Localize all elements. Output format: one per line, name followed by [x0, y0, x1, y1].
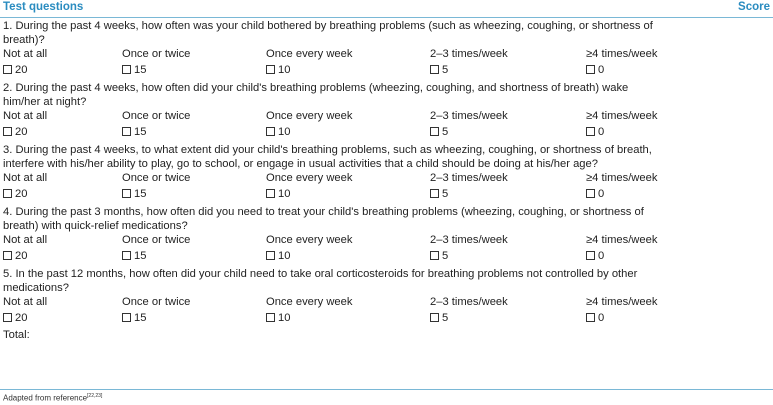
option-score: 15 [134, 126, 147, 138]
footnote-reference: [22,23] [87, 393, 103, 399]
option-checkbox[interactable] [266, 250, 290, 262]
checkbox-icon [266, 313, 275, 322]
option-checkbox[interactable] [586, 126, 604, 138]
option-checkbox[interactable] [430, 188, 448, 200]
option-checkbox[interactable] [3, 126, 27, 138]
option-score: 20 [15, 64, 28, 76]
option-score: 5 [442, 188, 449, 200]
checkbox-icon [3, 251, 12, 260]
option-score: 10 [278, 126, 291, 138]
footnote [3, 393, 102, 403]
checkbox-icon [3, 65, 12, 74]
option-score: 10 [278, 250, 291, 262]
option-label: 2–3 times/week [430, 48, 508, 60]
option-label: Once every week [266, 172, 353, 184]
option-label: ≥4 times/week [586, 48, 658, 60]
option-score: 5 [442, 64, 449, 76]
option-label: Once every week [266, 296, 353, 308]
checkbox-icon [3, 189, 12, 198]
answer-options [0, 47, 773, 80]
option-checkbox[interactable] [266, 64, 290, 76]
option-score: 15 [134, 64, 147, 76]
option-score: 0 [598, 250, 605, 262]
checkbox-icon [122, 127, 131, 136]
checkbox-icon [586, 65, 595, 74]
option-checkbox[interactable] [266, 188, 290, 200]
checkbox-icon [430, 127, 439, 136]
option-score: 5 [442, 250, 449, 262]
answer-options [0, 109, 773, 142]
checkbox-icon [122, 251, 131, 260]
option-label: Not at all [3, 296, 48, 308]
option-checkbox[interactable] [430, 64, 448, 76]
footer-divider [0, 389, 773, 390]
option-score: 20 [15, 126, 28, 138]
option-label: Once every week [266, 48, 353, 60]
question-text: 2. During the past 4 weeks, how often did your child's breathing problems (wheezing, coughing, and shortness of breath) wake him/her at night? [3, 82, 629, 108]
question-block [0, 204, 773, 266]
question-block [0, 142, 773, 204]
option-checkbox[interactable] [430, 126, 448, 138]
total-label: Total: [3, 329, 30, 341]
option-label: 2–3 times/week [430, 110, 508, 122]
checkbox-icon [3, 127, 12, 136]
question-text: 4. During the past 3 months, how often did you need to treat your child's breathing problems (wheezing, coughing, or shortness of breath) with quick-relief medications? [3, 206, 644, 232]
option-score: 0 [598, 312, 605, 324]
checkbox-icon [266, 127, 275, 136]
option-label: Once or twice [122, 48, 191, 60]
option-label: ≥4 times/week [586, 172, 658, 184]
checkbox-icon [430, 251, 439, 260]
option-checkbox[interactable] [586, 312, 604, 324]
header-test-questions: Test questions [3, 1, 84, 13]
option-checkbox[interactable] [3, 64, 27, 76]
question-text: 5. In the past 12 months, how often did your child need to take oral corticosteroids for breathing problems not controlled by other medications? [3, 268, 638, 294]
option-checkbox[interactable] [586, 188, 604, 200]
option-score: 10 [278, 188, 291, 200]
checkbox-icon [122, 65, 131, 74]
option-label: ≥4 times/week [586, 110, 658, 122]
option-checkbox[interactable] [122, 250, 146, 262]
option-checkbox[interactable] [3, 312, 27, 324]
option-score: 10 [278, 64, 291, 76]
option-label: 2–3 times/week [430, 172, 508, 184]
option-score: 20 [15, 312, 28, 324]
option-label: 2–3 times/week [430, 296, 508, 308]
checkbox-icon [3, 313, 12, 322]
option-label: Once or twice [122, 296, 191, 308]
checkbox-icon [122, 313, 131, 322]
option-label: ≥4 times/week [586, 234, 658, 246]
answer-options [0, 233, 773, 266]
option-score: 10 [278, 312, 291, 324]
option-label: Not at all [3, 48, 48, 60]
option-score: 15 [134, 312, 147, 324]
option-checkbox[interactable] [122, 312, 146, 324]
option-checkbox[interactable] [586, 250, 604, 262]
checkbox-icon [122, 189, 131, 198]
option-label: Once every week [266, 234, 353, 246]
option-checkbox[interactable] [586, 64, 604, 76]
option-score: 20 [15, 188, 28, 200]
option-label: Once every week [266, 110, 353, 122]
footnote-text: Adapted from reference [3, 393, 88, 403]
table-header [0, 0, 773, 18]
option-score: 15 [134, 188, 147, 200]
option-score: 0 [598, 126, 605, 138]
checkbox-icon [266, 65, 275, 74]
option-score: 15 [134, 250, 147, 262]
question-block [0, 266, 773, 328]
checkbox-icon [430, 189, 439, 198]
answer-options [0, 295, 773, 328]
option-score: 0 [598, 188, 605, 200]
option-label: Not at all [3, 234, 48, 246]
option-score: 0 [598, 64, 605, 76]
option-checkbox[interactable] [266, 312, 290, 324]
option-checkbox[interactable] [122, 126, 146, 138]
option-checkbox[interactable] [266, 126, 290, 138]
checkbox-icon [266, 251, 275, 260]
answer-options [0, 171, 773, 204]
checkbox-icon [430, 65, 439, 74]
option-label: Not at all [3, 110, 48, 122]
question-text: 3. During the past 4 weeks, to what extent did your child's breathing problems, such as wheezing, coughing, or shortness of breath, interfere with his/her ability to play, go to school, or engage in usual activities that a child should be doing at his/her age? [3, 144, 652, 170]
checkbox-icon [586, 313, 595, 322]
header-score: Score [738, 1, 770, 13]
question-text: 1. During the past 4 weeks, how often was your child bothered by breathing problems (such as wheezing, coughing, or shortness of breath)? [3, 20, 653, 46]
option-label: Once or twice [122, 172, 191, 184]
question-list [0, 18, 773, 342]
option-label: Once or twice [122, 110, 191, 122]
option-score: 20 [15, 250, 28, 262]
checkbox-icon [430, 313, 439, 322]
checkbox-icon [586, 251, 595, 260]
question-block [0, 18, 773, 80]
checkbox-icon [586, 127, 595, 136]
option-checkbox[interactable] [3, 250, 27, 262]
option-label: Not at all [3, 172, 48, 184]
option-checkbox[interactable] [430, 250, 448, 262]
checkbox-icon [266, 189, 275, 198]
option-checkbox[interactable] [3, 188, 27, 200]
option-checkbox[interactable] [430, 312, 448, 324]
option-score: 5 [442, 126, 449, 138]
option-score: 5 [442, 312, 449, 324]
option-label: ≥4 times/week [586, 296, 658, 308]
option-checkbox[interactable] [122, 64, 146, 76]
option-label: Once or twice [122, 234, 191, 246]
question-block [0, 80, 773, 142]
option-checkbox[interactable] [122, 188, 146, 200]
checkbox-icon [586, 189, 595, 198]
option-label: 2–3 times/week [430, 234, 508, 246]
